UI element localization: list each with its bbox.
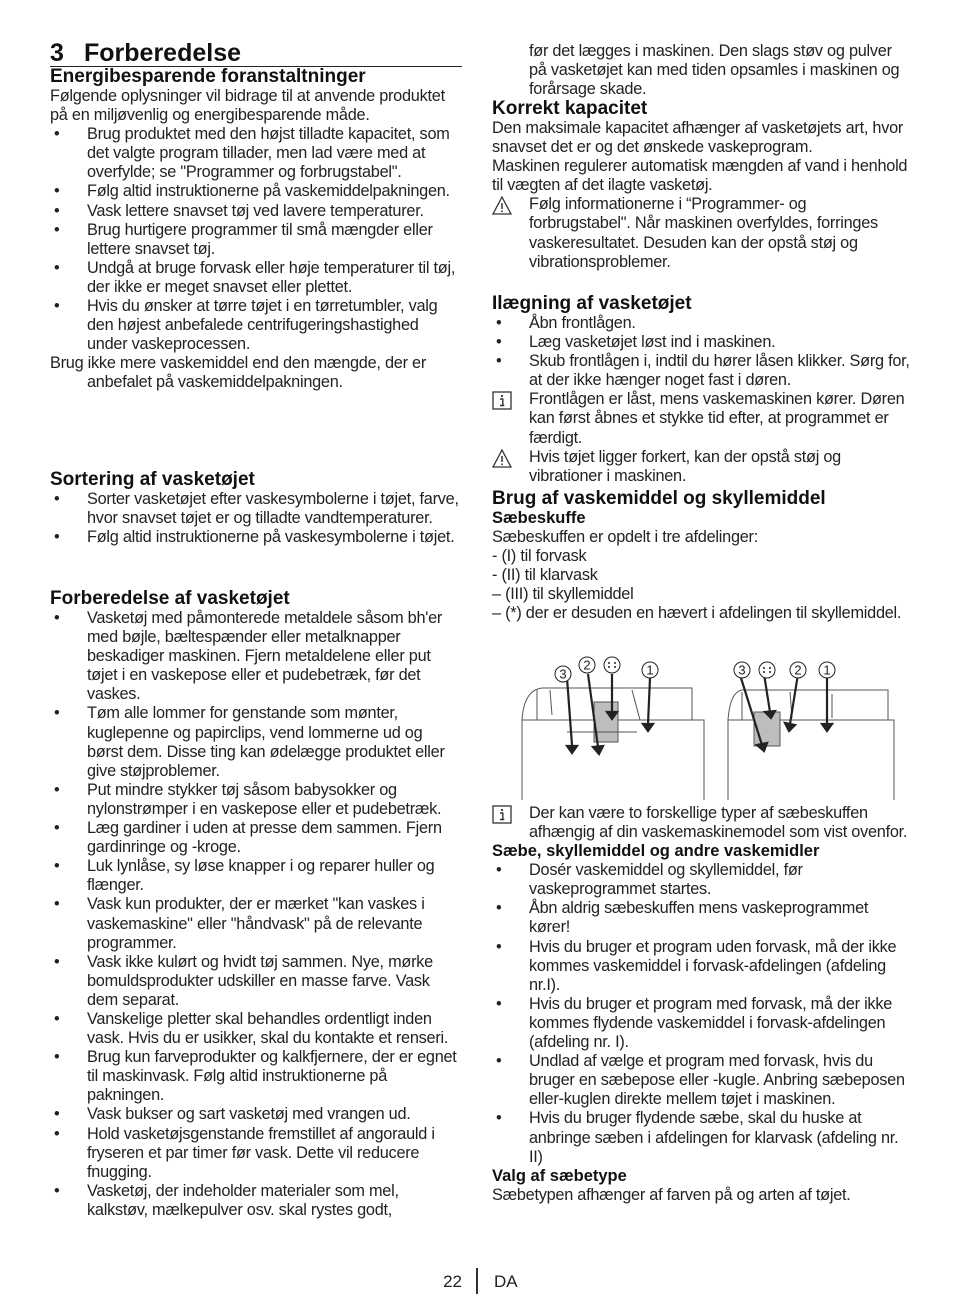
loading-heading: Ilægning af vasketøjet	[492, 293, 692, 314]
label-2: 2	[583, 657, 591, 673]
warning-icon	[492, 449, 512, 468]
capacity-p2: Maskinen regulerer automatisk mængden af vand i henhold til vægten af det ilagte vasketøj.	[492, 157, 908, 195]
list-item: • Brug produktet med den højst tilladte kapacitet, som det valgte program tillader, men lad være med at overfylde; se "Programmer og forbrugstabel".	[50, 125, 462, 182]
page-footer	[0, 1268, 954, 1298]
list-item: • Hvis du bruger et program med forvask, må der ikke kommes flydende vaskemiddel i forvask-afdelingen (afdeling nr. I).	[492, 995, 910, 1052]
soap-list	[492, 861, 910, 1167]
siphon-symbol-icon	[759, 662, 775, 678]
label-3: 3	[738, 662, 746, 678]
drawer-heading: Sæbeskuffe	[492, 509, 586, 527]
drawer-labels	[555, 657, 835, 682]
drawer-info	[492, 804, 910, 842]
energy-heading: Energibesparende foranstaltninger	[50, 66, 366, 87]
info-icon	[492, 391, 512, 410]
loading-warning	[492, 448, 910, 486]
energy-intro: Følgende oplysninger vil bidrage til at anvende produktet på en miljøvenlig og energibesparende måde.	[50, 87, 445, 125]
list-item: • Læg gardiner i uden at presse dem sammen. Fjern gardinringe og -kroge.	[50, 819, 462, 857]
list-item: • Hold vasketøjsgenstande fremstillet af angorauld i fryseren et par timer før vask. Dette vil reducere fnugging.	[50, 1125, 462, 1182]
compartment-item: – (III) til skyllemiddel	[492, 585, 634, 604]
chapter-header	[50, 40, 462, 67]
list-item: • Følg altid instruktionerne på vaskesymbolerne i tøjet.	[50, 528, 462, 547]
list-item: • Hvis du bruger et program uden forvask, må der ikke kommes vaskemiddel i forvask-afdelingen (afdeling nr.I).	[492, 938, 910, 995]
type-text: Sæbetypen afhænger af farven på og arten af tøjet.	[492, 1185, 851, 1204]
list-item: • Brug hurtigere programmer til små mængder eller lettere snavset tøj.	[50, 221, 462, 259]
list-item: • Luk lynlåse, sy løse knapper i og reparer huller og flænger.	[50, 857, 462, 895]
soap-heading: Sæbe, skyllemiddel og andre vaskemidler	[492, 842, 820, 861]
list-item: • Vask ikke kulørt og hvidt tøj sammen. Nye, mørke bomuldsprodukter udskiller en masse farve. Vask dem separat.	[50, 953, 462, 1010]
detergent-heading: Brug af vaskemiddel og skyllemiddel	[492, 488, 826, 509]
loading-section	[492, 294, 910, 486]
warning-text: Følg informationerne i “Programmer- og forbrugstabel". Når maskinen overfyldes, forringes vaskeresultatet. Desuden kan der opstå støj og vibrationsproblemer.	[529, 195, 878, 271]
list-item: • Skub frontlågen i, indtil du hører låsen klikker. Sørg for, at der ikke hænger noget fast i døren.	[492, 352, 910, 390]
capacity-warning	[492, 195, 910, 271]
label-3: 3	[559, 666, 567, 682]
prep-heading: Forberedelse af vasketøjet	[50, 588, 290, 609]
list-item: • Brug kun farveprodukter og kalkfjernere, der er egnet til maskinvask. Følg altid instruktionerne på pakningen.	[50, 1048, 462, 1105]
loading-info	[492, 390, 910, 447]
compartment-item: - (II) til klarvask	[492, 566, 598, 585]
list-item: • Læg vasketøjet løst ind i maskinen.	[492, 333, 910, 352]
list-item: • Vask bukser og sart vasketøj med vrangen ud.	[50, 1105, 462, 1124]
prep-section	[50, 589, 462, 1220]
sorting-heading: Sortering af vasketøjet	[50, 469, 255, 490]
capacity-heading: Korrekt kapacitet	[492, 98, 648, 119]
list-item: • Hvis du ønsker at tørre tøjet i en tørretumbler, valg den højest anbefalede centrifugeringshastighed under vaskeprocessen.	[50, 297, 462, 354]
list-item: • Åbn frontlågen.	[492, 314, 910, 333]
energy-section	[50, 67, 462, 393]
chapter-number: 3	[50, 39, 64, 67]
compartment-item: – (*) der er desuden en hævert i afdelingen til skyllemiddel.	[492, 604, 902, 623]
list-item: • Vanskelige pletter skal behandles ordentligt inden vask. Hvis du er usikker, skal du kontakte et renseri.	[50, 1010, 462, 1048]
loading-list	[492, 314, 910, 390]
detergent-drawer-figure	[492, 650, 910, 800]
warning-text: Hvis tøjet ligger forkert, kan der opstå støj og vibrationer i maskinen.	[529, 447, 841, 485]
continuation-text: før det lægges i maskinen. Den slags støv og pulver på vasketøjet kan med tiden opsamles i maskinen og forårsage skade.	[529, 42, 900, 99]
list-item: • Undgå at bruge forvask eller høje temperaturer til tøj, der ikke er meget snavset eller plettet.	[50, 259, 462, 297]
drawer-diagram-b	[728, 690, 894, 800]
list-item: • Undlad af vælge et program med forvask, hvis du bruger en sæbepose eller -kugle. Anbring sæbeposen eller-kuglen direkte mellem tøjet i maskinen.	[492, 1052, 910, 1109]
list-item: • Vasketøj med påmonterede metaldele såsom bh'er med bøjle, bæltespænder eller metalknapper beskadiger maskinen. Fjern metaldelene eller put tøjet i en vaskepose eller et pudebetræk, før det vaskes.	[50, 609, 462, 704]
list-item: • Put mindre stykker tøj såsom babysokker og nylonstrømper i en vaskepose eller et pudebetræk.	[50, 781, 462, 819]
label-1: 1	[646, 662, 654, 678]
info-icon	[492, 805, 512, 824]
label-1: 1	[823, 662, 831, 678]
sorting-list	[50, 490, 462, 547]
list-item: • Vask kun produkter, der er mærket "kan vaskes i vaskemaskine" eller "håndvask" på de relevante programmer.	[50, 895, 462, 952]
capacity-p1: Den maksimale kapacitet afhænger af vasketøjets art, hvor snavset det er og det ønskede vaskeprogram.	[492, 119, 904, 157]
footer-divider	[476, 1268, 478, 1294]
energy-note: Brug ikke mere vaskemiddel end den mængde, der er anbefalet på vaskemiddelpakningen.	[50, 354, 426, 392]
label-2: 2	[794, 662, 802, 678]
page-number: 22	[443, 1272, 462, 1291]
list-item: • Tøm alle lommer for genstande som mønter, kuglepenne og papirclips, vend lommerne ud og børst dem. Disse ting kan ødelægge produktet eller give støjproblemer.	[50, 704, 462, 780]
list-item: • Følg altid instruktionerne på vaskemiddelpakningen.	[50, 182, 462, 201]
list-item: • Dosér vaskemiddel og skyllemiddel, før vaskeprogrammet startes.	[492, 861, 910, 899]
detergent-section	[492, 489, 910, 623]
compartment-item: - (I) til forvask	[492, 547, 587, 566]
list-item: • Åbn aldrig sæbeskuffen mens vaskeprogrammet kører!	[492, 899, 910, 937]
info-text: Frontlågen er låst, mens vaskemaskinen kører. Døren kan først åbnes et stykke tid efter, at programmet er færdigt.	[529, 390, 905, 447]
list-item: • Hvis du bruger flydende sæbe, skal du huske at anbringe sæben i afdelingen for klarvask (afdeling nr. II)	[492, 1109, 910, 1166]
list-item: • Vasketøj, der indeholder materialer som mel, kalkstøv, mælkepulver osv. skal rystes godt,	[50, 1182, 462, 1220]
language-code: DA	[494, 1272, 518, 1291]
chapter-title-text: Forberedelse	[84, 39, 242, 67]
info-text: Der kan være to forskellige typer af sæbeskuffen afhængig af din vaskemaskinemodel som vist ovenfor.	[529, 804, 908, 842]
detergent-details	[492, 804, 910, 1205]
prep-list	[50, 609, 462, 1220]
type-heading: Valg af sæbetype	[492, 1166, 627, 1185]
capacity-section	[492, 99, 910, 272]
list-item: • Vask lettere snavset tøj ved lavere temperaturer.	[50, 202, 462, 221]
sorting-section	[50, 470, 462, 547]
siphon-symbol-icon	[604, 657, 620, 673]
list-item: • Sorter vasketøjet efter vaskesymbolerne i tøjet, farve, hvor snavset tøjet er og tilladte vandtemperaturer.	[50, 490, 462, 528]
energy-list	[50, 125, 462, 354]
warning-icon	[492, 196, 512, 215]
chapter-title	[50, 40, 462, 66]
drawer-intro: Sæbeskuffen er opdelt i tre afdelinger:	[492, 528, 758, 546]
